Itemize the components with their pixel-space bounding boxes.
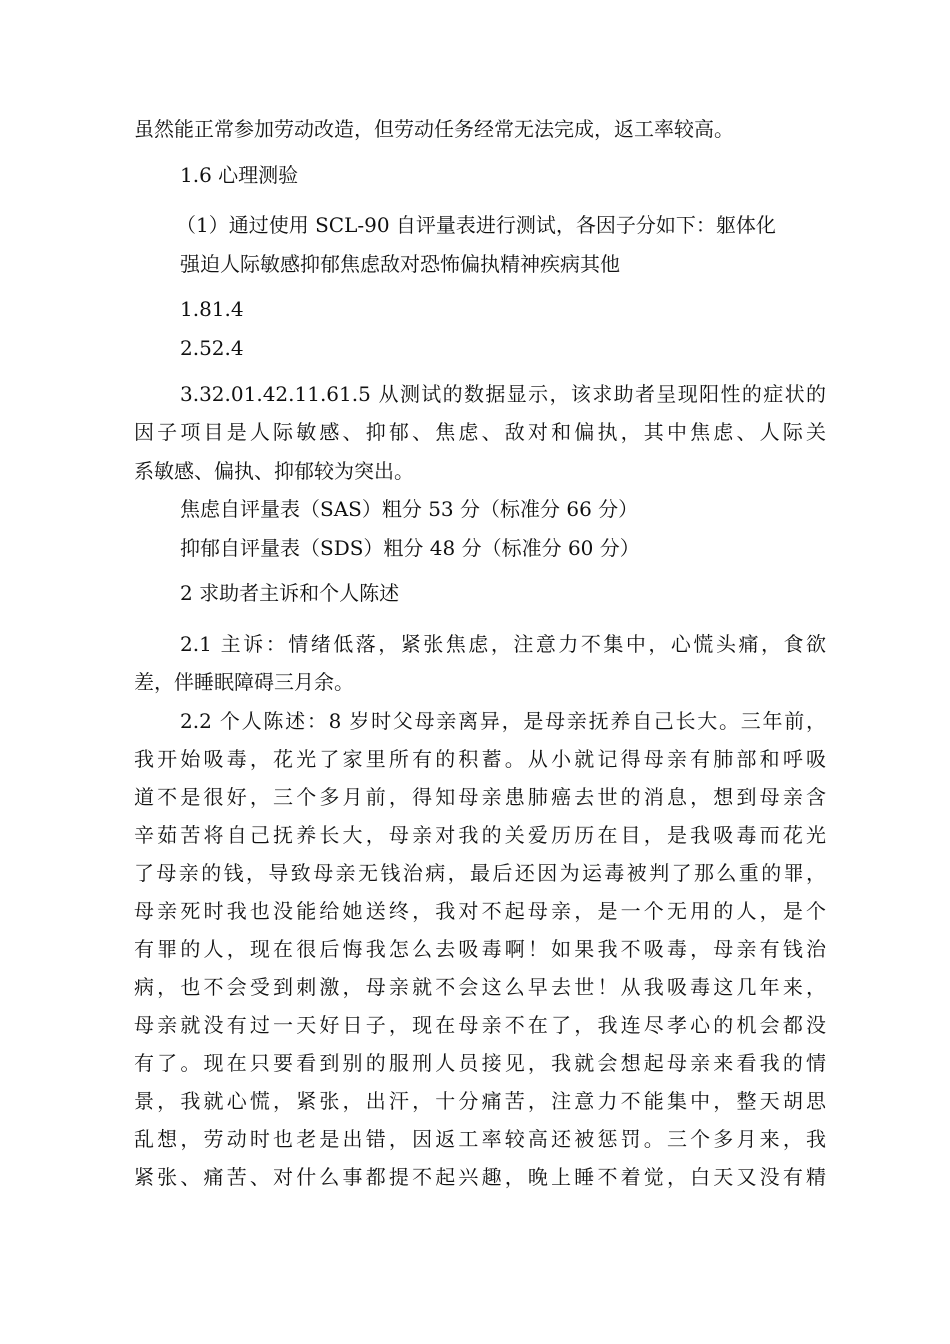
paragraph-line: 差，伴睡眠障碍三月余。 xyxy=(134,670,354,694)
score-line: 1.81.4 xyxy=(180,297,244,321)
section-heading-2: 2 求助者主诉和个人陈述 xyxy=(180,581,400,605)
paragraph-line: 系敏感、偏执、抑郁较为突出。 xyxy=(134,459,414,483)
paragraph-line: 辛茹苦将自己抚养长大，母亲对我的关爱历历在目，是我吸毒而花光 xyxy=(134,823,826,847)
paragraph-line: 病，也不会受到刺激，母亲就不会这么早去世！从我吸毒这几年来， xyxy=(134,975,826,999)
paragraph-line: 3.32.01.42.11.61.5 从测试的数据显示，该求助者呈现阳性的症状的 xyxy=(180,382,826,406)
paragraph-line: 母亲就没有过一天好日子，现在母亲不在了，我连尽孝心的机会都没 xyxy=(134,1013,826,1037)
paragraph-line: 道不是很好，三个多月前，得知母亲患肺癌去世的消息，想到母亲含 xyxy=(134,785,826,809)
paragraph-line: 因子项目是人际敏感、抑郁、焦虑、敌对和偏执，其中焦虑、人际关 xyxy=(134,420,826,444)
paragraph-line: （1）通过使用 SCL-90 自评量表进行测试，各因子分如下：躯体化 xyxy=(176,213,776,237)
sas-score-line: 焦虑自评量表（SAS）粗分 53 分（标准分 66 分） xyxy=(180,497,639,521)
paragraph-line: 了母亲的钱，导致母亲无钱治病，最后还因为运毒被判了那么重的罪， xyxy=(134,861,826,885)
sds-score-line: 抑郁自评量表（SDS）粗分 48 分（标准分 60 分） xyxy=(180,536,640,560)
paragraph-line: 紧张、痛苦、对什么事都提不起兴趣，晚上睡不着觉，白天又没有精 xyxy=(134,1165,826,1189)
paragraph-line: 有罪的人，现在很后悔我怎么去吸毒啊！如果我不吸毒，母亲有钱治 xyxy=(134,937,826,961)
section-heading-1-6: 1.6 心理测验 xyxy=(180,163,299,187)
paragraph-line: 乱想，劳动时也老是出错，因返工率较高还被惩罚。三个多月来，我 xyxy=(134,1127,826,1151)
paragraph-line: 我开始吸毒，花光了家里所有的积蓄。从小就记得母亲有肺部和呼吸 xyxy=(134,747,826,771)
paragraph-line: 母亲死时我也没能给她送终，我对不起母亲，是一个无用的人，是个 xyxy=(134,899,826,923)
paragraph-line: 有了。现在只要看到别的服刑人员接见，我就会想起母亲来看我的情 xyxy=(134,1051,826,1075)
paragraph-line: 2.1 主诉：情绪低落，紧张焦虑，注意力不集中，心慌头痛，食欲 xyxy=(180,632,826,656)
paragraph-line: 景，我就心慌，紧张，出汗，十分痛苦，注意力不能集中，整天胡思 xyxy=(134,1089,826,1113)
score-line: 2.52.4 xyxy=(180,336,244,360)
paragraph-line: 虽然能正常参加劳动改造，但劳动任务经常无法完成，返工率较高。 xyxy=(134,117,734,141)
paragraph-line: 强迫人际敏感抑郁焦虑敌对恐怖偏执精神疾病其他 xyxy=(180,252,620,276)
paragraph-line: 2.2 个人陈述：8 岁时父母亲离异，是母亲抚养自己长大。三年前， xyxy=(180,709,826,733)
